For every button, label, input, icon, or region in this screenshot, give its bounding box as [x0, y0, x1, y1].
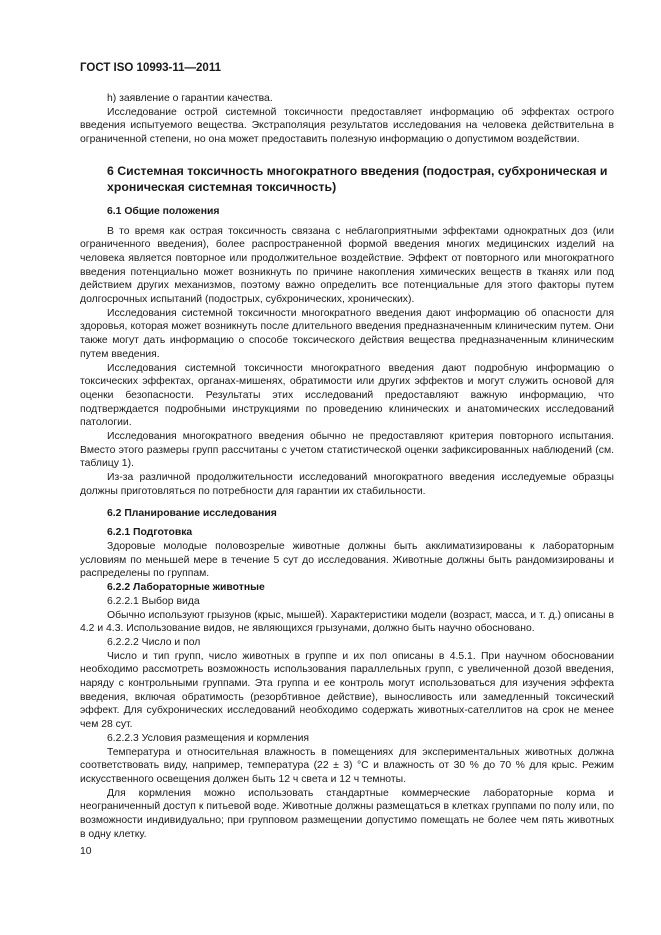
section-6-2-2-3-title: 6.2.2.3 Условия размещения и кормления [107, 732, 310, 744]
list-item-h: h) заявление о гарантии качества. [107, 93, 273, 104]
section-6-1-paragraph: Из-за различной продолжительности исследований многократного введения исследуемые образцы должны приготовляться по потребности для гарантии их стабильности. [80, 472, 614, 497]
section-6-title: 6 Системная токсичность многократного введения (подострая, субхроническая и хроническая системная токсичность) [107, 163, 608, 194]
section-6-2-2-2-title: 6.2.2.2 Число и пол [107, 636, 201, 648]
section-6-2-1-paragraph: Здоровые молодые половозрелые животные должны быть акклиматизированы к лабораторным условиям по меньшей мере в течение 5 сут до исследования. Животные должны быть рандомизированы и распределены по группам. [80, 540, 614, 580]
section-6-2-2-1-title: 6.2.2.1 Выбор вида [107, 595, 200, 607]
section-6-2-2-2-paragraph: Число и тип групп, число животных в группе и их пол описаны в 4.5.1. При научном обосновании необходимо рассмотреть возможность использования параллельных групп, с увеличенной дозой введения, наряду с контрольными группами. Эта группа и ее контроль могут использоваться для изучения эффекта введения, включая обратимость (резорбтивное действие), выносливость или замедленный токсический эффект. Для субхронических исследований необходимо содержать животных-сателлитов на срок не менее чем 28 сут. [80, 650, 614, 731]
intro-paragraph: Исследование острой системной токсичности предоставляет информацию об эффектах острого введения испытуемого вещества. Экстраполяция результатов исследования на человека действительна в ограниченной степени, но она может предоставить полезную информацию о допустимом воздействии. [80, 106, 614, 146]
section-6-2-2-title: 6.2.2 Лабораторные животные [107, 582, 265, 594]
section-6-2-1-title: 6.2.1 Подготовка [107, 527, 193, 539]
section-6-1-title: 6.1 Общие положения [107, 205, 220, 217]
standard-header: ГОСТ ISO 10993-11—2011 [80, 62, 221, 74]
document-body [80, 92, 614, 841]
section-6-2-2-3-paragraph: Для кормления можно использовать стандартные коммерческие лабораторные корма и неограниченный доступ к питьевой воде. Животные должны размещаться в клетках группами по полу или, по возможности индивидуально; при групповом размещении допустимо помещать не более чем пять животных в одну клетку. [80, 787, 614, 840]
section-6-1-paragraph: Исследования системной токсичности многократного введения дают подробную информацию о токсических эффектах, органах-мишенях, обратимости или других эффектов и могут служить основой для оценки безопасности. Результаты этих исследований предоставляют важную информацию, что подтверждается подробными инструкциями по проведению клинических и анатомических исследований патологии. [80, 362, 614, 429]
section-6-2-2-3-paragraph: Температура и относительная влажность в помещениях для экспериментальных животных должна соответствовать виду, например, температура (22 ± 3) °С и влажность от 30 % до 70 % для крыс. Режим искусственного освещения должен быть 12 ч света и 12 ч темноты. [80, 746, 614, 785]
section-6-2-title: 6.2 Планирование исследования [107, 507, 277, 519]
section-6-1-paragraph: Исследования системной токсичности многократного введения дают информацию об опасности для здоровья, которая может возникнуть после длительного введения предназначенным клиническим путем. Они также могут дать информацию о способе токсического действия вещества предназначенным клиническим путем введения. [80, 307, 614, 360]
section-6-1-paragraph: Исследования многократного введения обычно не предоставляют критерия повторного испытания. Вместо этого размеры групп рассчитаны с учетом статистической оценки зафиксированных наблюдений (см. таблицу 1). [80, 431, 614, 470]
section-6-1-paragraph: В то время как острая токсичность связана с неблагоприятными эффектами однократных доз (или ограниченного введения), более распространенной формой введения многих медицинских изделий на человека является повторное или продолжительное воздействие. Эффект от повторного или многократного введения потенциально может возникнуть по причине накопления химических веществ в тканях или под действием других механизмов, поэтому важно определить все потенциальные для этого факторы путем долгосрочных испытаний (подострых, субхронических, хронических). [80, 225, 614, 306]
section-6-2-2-1-paragraph: Обычно используют грызунов (крыс, мышей). Характеристики модели (возраст, масса, и т. д.) описаны в 4.2 и 4.3. Использование видов, не являющихся грызунами, должно быть научно обосновано. [80, 609, 614, 635]
page-number: 10 [80, 846, 92, 857]
